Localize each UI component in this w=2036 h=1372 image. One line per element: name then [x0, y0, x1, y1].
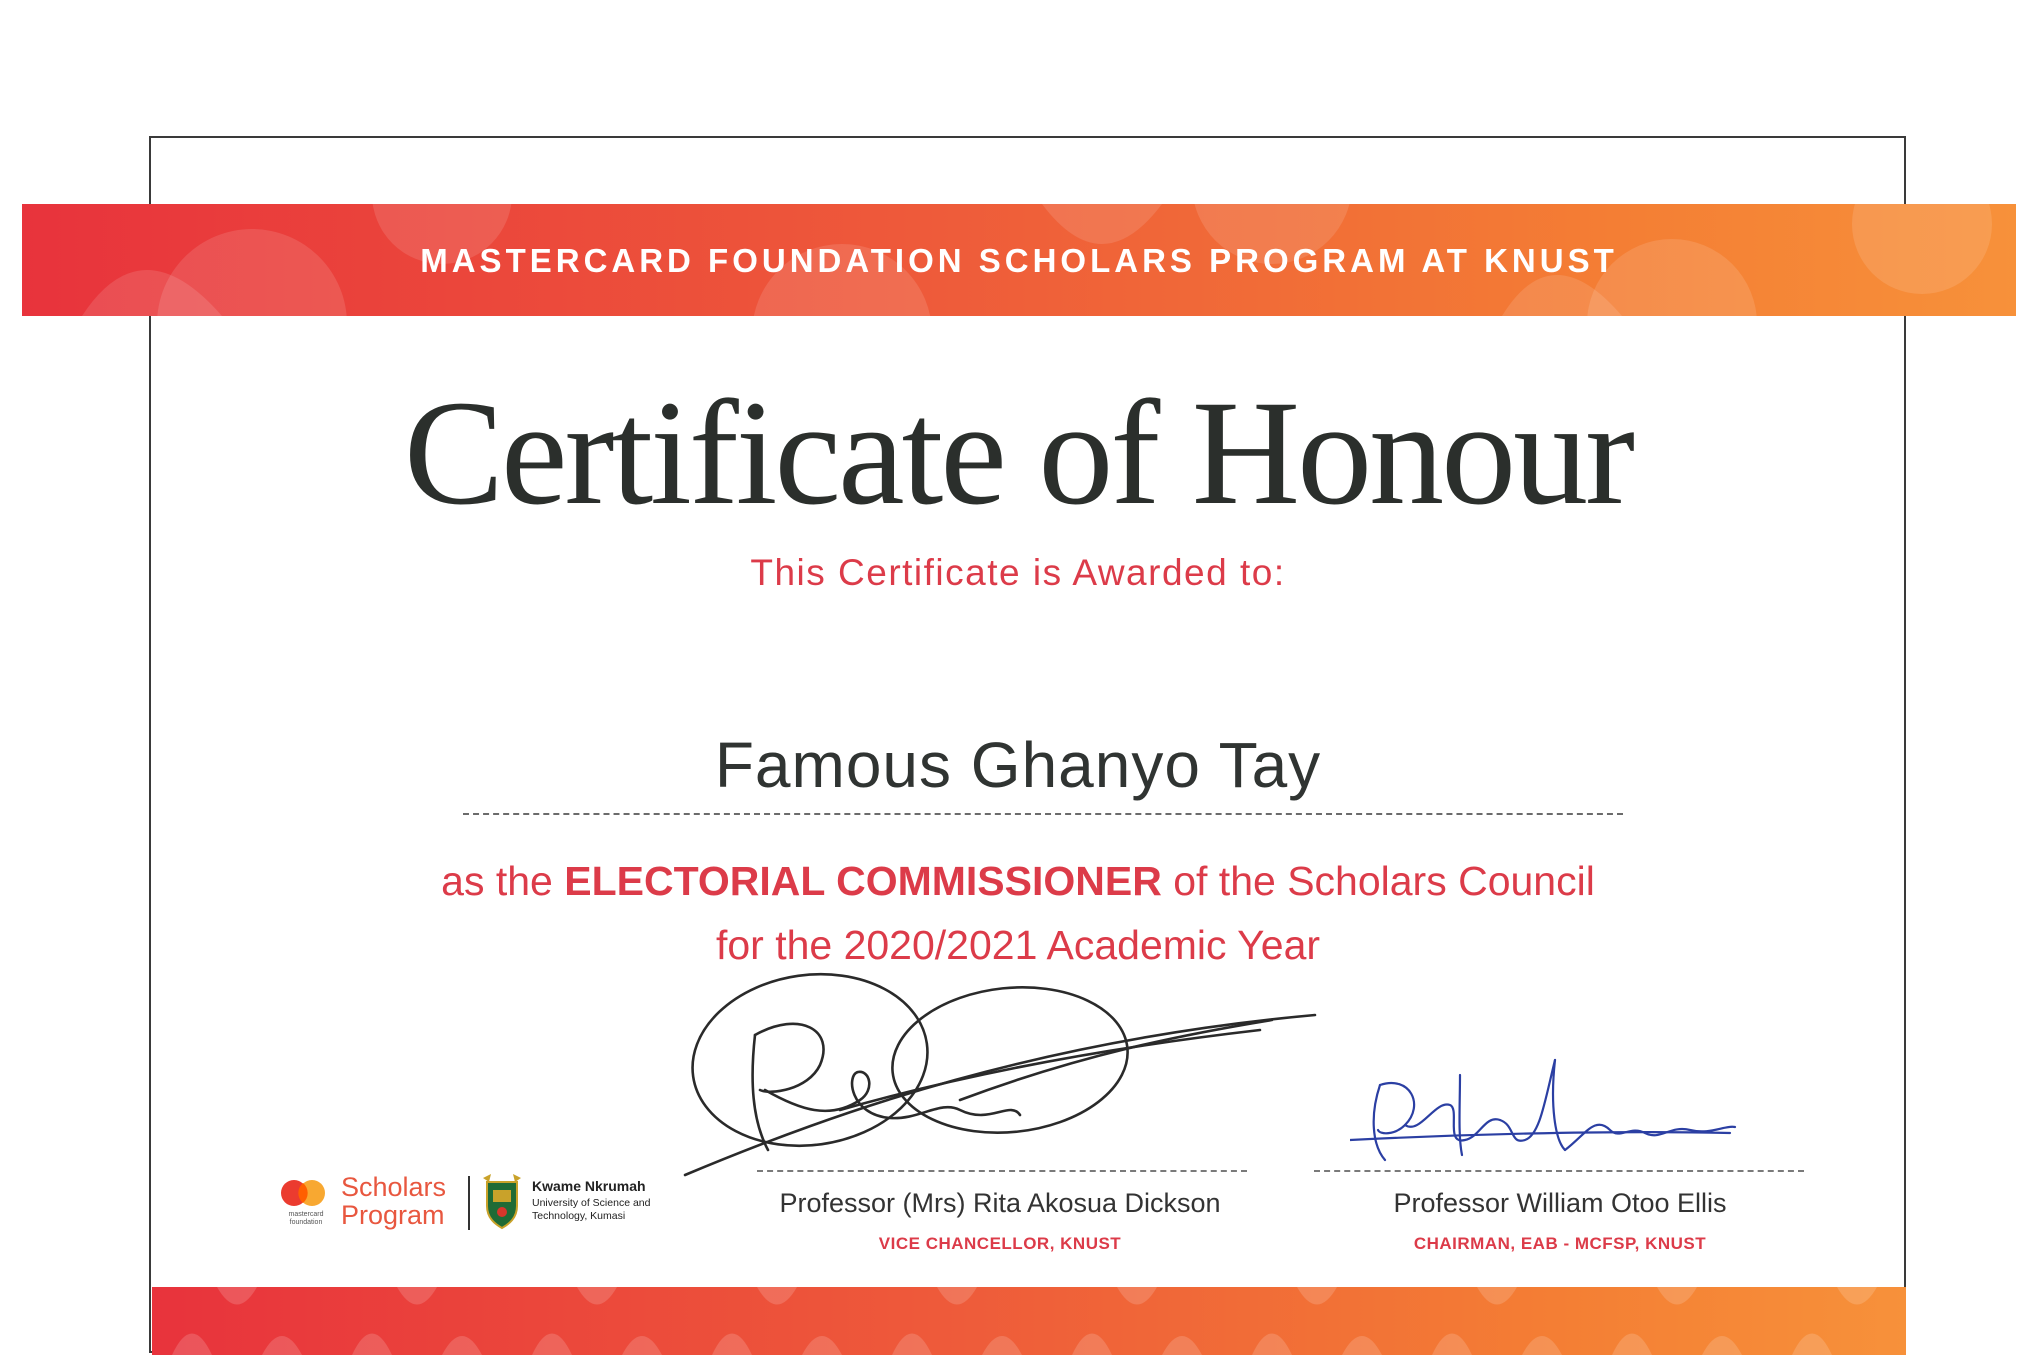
- scholars-text-line1: Scholars: [341, 1172, 447, 1202]
- role-title: ELECTORIAL COMMISSIONER: [564, 858, 1162, 904]
- signature-line-vice-chancellor: [757, 1170, 1247, 1172]
- role-suffix: of the Scholars Council: [1161, 858, 1595, 904]
- knust-subtitle-line2: Technology, Kumasi: [532, 1210, 626, 1223]
- top-banner: [22, 204, 2016, 316]
- knust-subtitle-line1: University of Science and: [532, 1197, 651, 1209]
- role-prefix: as the: [441, 858, 565, 904]
- banner-title: MASTERCARD FOUNDATION SCHOLARS PROGRAM AT KNUST: [420, 242, 1618, 279]
- knust-name: Kwame Nkrumah: [532, 1178, 646, 1194]
- bottom-banner-pattern: [152, 1287, 1906, 1355]
- sponsor-logos: [276, 1170, 696, 1238]
- bottom-banner: [152, 1287, 1906, 1355]
- logo-divider: [468, 1176, 470, 1230]
- mastercard-foundation-logo-icon: [276, 1178, 332, 1208]
- signatory-name-chairman: Professor William Otoo Ellis: [1393, 1188, 1727, 1218]
- signature-line-chairman: [1314, 1170, 1804, 1172]
- knust-subtitle: [532, 1197, 692, 1223]
- scholars-program-logo: [341, 1173, 446, 1230]
- recipient-name: Famous Ghanyo Tay: [714, 729, 1322, 801]
- signatory-title-chairman: CHAIRMAN, EAB - MCFSP, KNUST: [1413, 1234, 1707, 1253]
- academic-period: for the 2020/2021 Academic Year: [715, 922, 1321, 968]
- knust-crest-icon: [479, 1172, 525, 1232]
- mastercard-foundation-label: mastercard foundation: [288, 1211, 324, 1226]
- signatory-title-vice-chancellor: VICE CHANCELLOR, KNUST: [878, 1234, 1122, 1253]
- scholars-text-line2: Program: [341, 1200, 445, 1231]
- certificate-title: Certificate of Honour: [403, 370, 1633, 536]
- signatory-name-vice-chancellor: Professor (Mrs) Rita Akosua Dickson: [779, 1188, 1221, 1218]
- certificate-subtitle: This Certificate is Awarded to:: [750, 552, 1286, 593]
- recipient-underline: [463, 813, 1623, 815]
- role-statement: [0, 858, 2036, 905]
- chairman-signature: [1350, 1045, 1750, 1175]
